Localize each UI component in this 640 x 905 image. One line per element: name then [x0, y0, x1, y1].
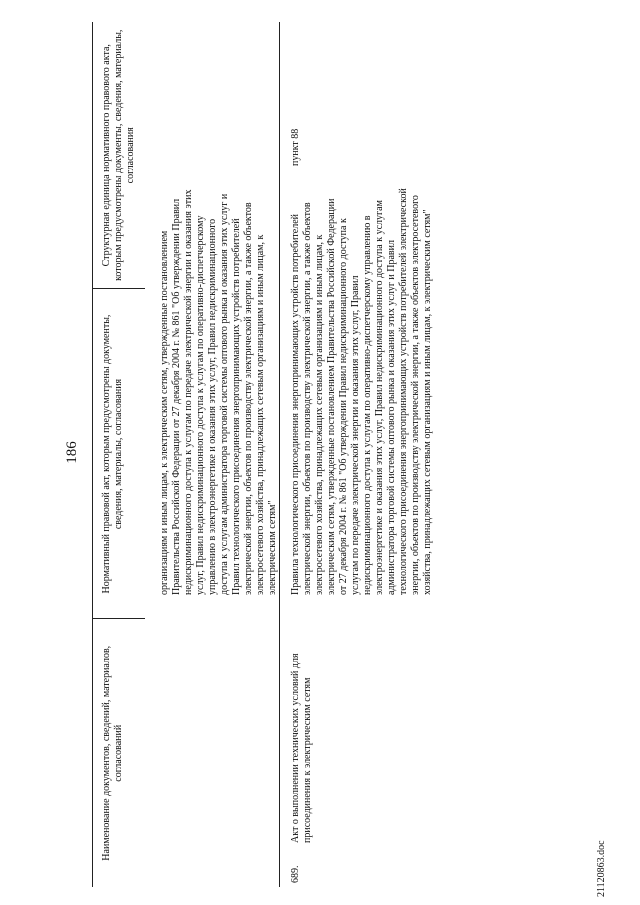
header-documents: Наименование документов, сведений, материалов, согласований — [93, 619, 146, 887]
header-structural-unit: Структурная единица нормативного правового акта, которым предусмотрены документы, сведения, материалы, согласования — [93, 22, 146, 289]
header-legal-act: Нормативный правовой акт, которым предусмотрены документы, сведения, материалы, согласования — [93, 289, 146, 619]
row-document-name: Акт о выполнении технических условий для присоединения к электрическим сетям — [290, 653, 313, 843]
row-legal-act: Правила технологического присоединения энергопринимающих устройств потребителей электрической энергии, объектов по производству электрической энергии, а также объектов электросетевого хозяйства, принадлежащих сетевым организациям и иным лицам, к электрическим сетям, утвержденные постановлением Правительства Российской Федерации от 27 декабря 2004 г. № 861 "Об утверждении Правил недискриминационного доступа к услугам по передаче электрической энергии и оказания этих услуг, Правил недискриминационного доступа к услугам по оперативно-диспетчерскому управлению в электроэнергетике и оказания этих услуг, Правил недискриминационного доступа к услугам администратора торговой системы оптового рынка и оказания этих услуг и Правил технологического присоединения энергопринимающих устройств потребителей электрической энергии, объектов по производству электрической энергии, а также объектов электросетевого хозяйства, принадлежащих сетевым организациям и иным лицам, к электрическим сетям" — [290, 188, 433, 595]
row-structural-unit: пункт 88 — [290, 128, 301, 166]
document-code: 21120863.doc — [596, 840, 607, 897]
table-header-row — [93, 22, 146, 887]
page-number: 186 — [64, 441, 80, 464]
table-row — [280, 22, 435, 887]
continuation-row — [145, 22, 280, 887]
regulation-table — [92, 22, 434, 887]
continuation-text: организациям и иным лицам, к электрическим сетям, утвержденные постановлением Правительства Российской Федерации от 27 декабря 2004 г. № 861 "Об утверждении Правил недискриминационного доступа к услугам по передаче электрической энергии и оказания этих услуг, Правил недискриминационного доступа к услугам по оперативно-диспетчерскому управлению в электроэнергетике и оказания этих услуг, Правил недискриминационного доступа к услугам администратора торговой системы оптового рынка и оказания этих услуг и Правил технологического присоединения энергопринимающих устройств потребителей электрической энергии, объектов по производству электрической энергии, а также объектов электросетевого хозяйства, принадлежащих сетевым организациям и иным лицам, к электрическим сетям" — [145, 174, 280, 619]
row-number: 689. — [290, 865, 301, 883]
